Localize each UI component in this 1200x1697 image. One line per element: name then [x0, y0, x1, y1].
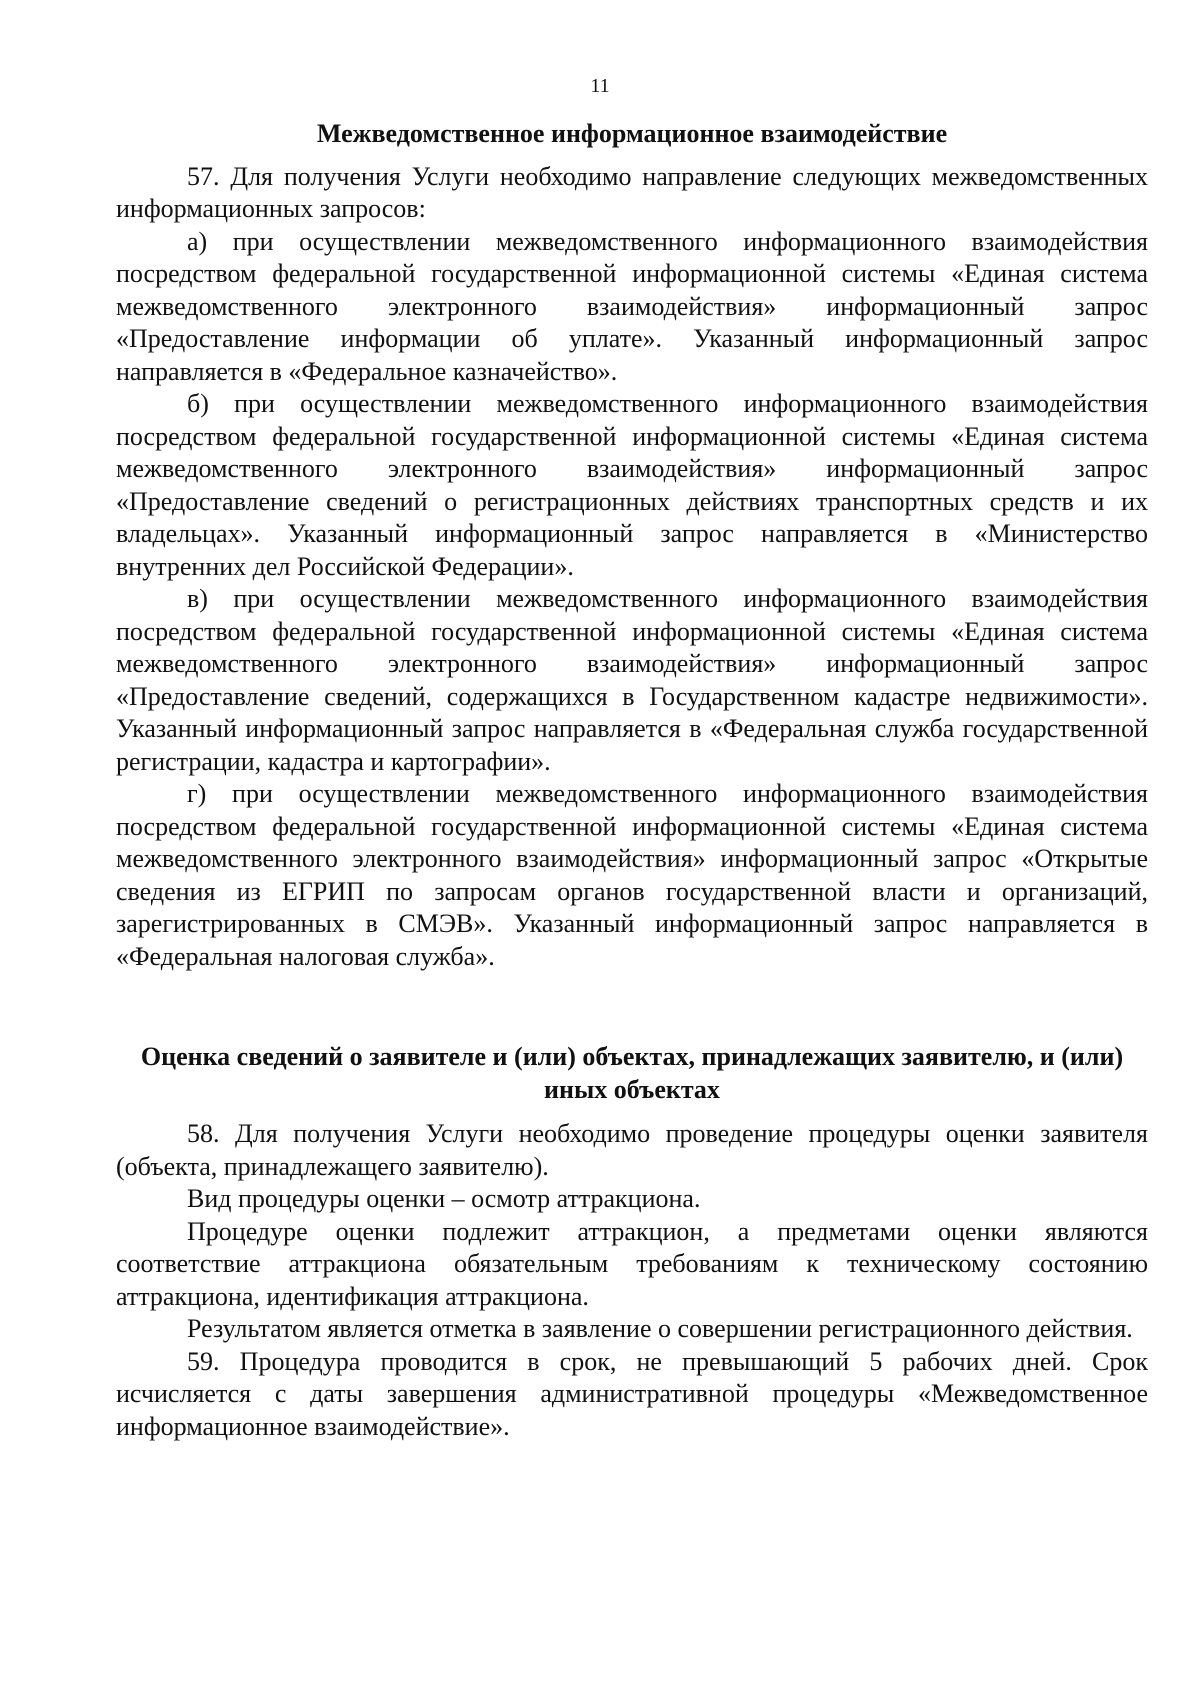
paragraph-assessment-type: Вид процедуры оценки – осмотр аттракциона.	[187, 1184, 701, 1213]
paragraph-57: 57. Для получения Услуги необходимо направление следующих межведомственных информационных запросов:	[116, 161, 1148, 223]
section-heading-assessment: Оценка сведений о заявителе и (или) объектах, принадлежащих заявителю, и (или) иных объектах	[140, 1042, 1124, 1104]
paragraph-assessment-subject: Процедуре оценки подлежит аттракцион, а предметами оценки являются соответствие аттракциона обязательным требованиям к техническому состоянию аттракциона, идентификация аттракциона.	[116, 1216, 1148, 1311]
paragraph-57-b: б) при осуществлении межведомственного информационного взаимодействия посредством федеральной государственной информационной системы «Единая система межведомственного электронного взаимодействия» информационный запрос «Предоставление сведений о регистрационных действиях транспортных средств и их владельцах». Указанный информационный запрос направляется в «Министерство внутренних дел Российской Федерации».	[116, 389, 1148, 581]
paragraph-assessment-result: Результатом является отметка в заявление о совершении регистрационного действия.	[187, 1314, 1133, 1343]
section-heading-interagency: Межведомственное информационное взаимодействие	[316, 119, 948, 148]
paragraph-59: 59. Процедура проводится в срок, не превышающий 5 рабочих дней. Срок исчисляется с даты завершения административной процедуры «Межведомственное информационное взаимодействие».	[116, 1346, 1148, 1441]
paragraph-57-v: в) при осуществлении межведомственного информационного взаимодействия посредством федеральной государственной информационной системы «Единая система межведомственного электронного взаимодействия» информационный запрос «Предоставление сведений, содержащихся в Государственном кадастре недвижимости». Указанный информационный запрос направляется в «Федеральная служба государственной регистрации, кадастра и картографии».	[116, 584, 1148, 776]
paragraph-57-g: г) при осуществлении межведомственного информационного взаимодействия посредством федеральной государственной информационной системы «Единая система межведомственного электронного взаимодействия» информационный запрос «Открытые сведения из ЕГРИП по запросам органов государственной власти и организаций, зарегистрированных в СМЭВ». Указанный информационный запрос направляется в «Федеральная налоговая служба».	[116, 779, 1148, 971]
document-body	[116, 118, 1148, 1443]
paragraph-57-a: а) при осуществлении межведомственного информационного взаимодействия посредством федеральной государственной информационной системы «Единая система межведомственного электронного взаимодействия» информационный запрос «Предоставление информации об уплате». Указанный информационный запрос направляется в «Федеральное казначейство».	[116, 226, 1148, 386]
paragraph-58: 58. Для получения Услуги необходимо проведение процедуры оценки заявителя (объекта, принадлежащего заявителю).	[116, 1119, 1148, 1181]
page-number: 11	[590, 75, 610, 97]
